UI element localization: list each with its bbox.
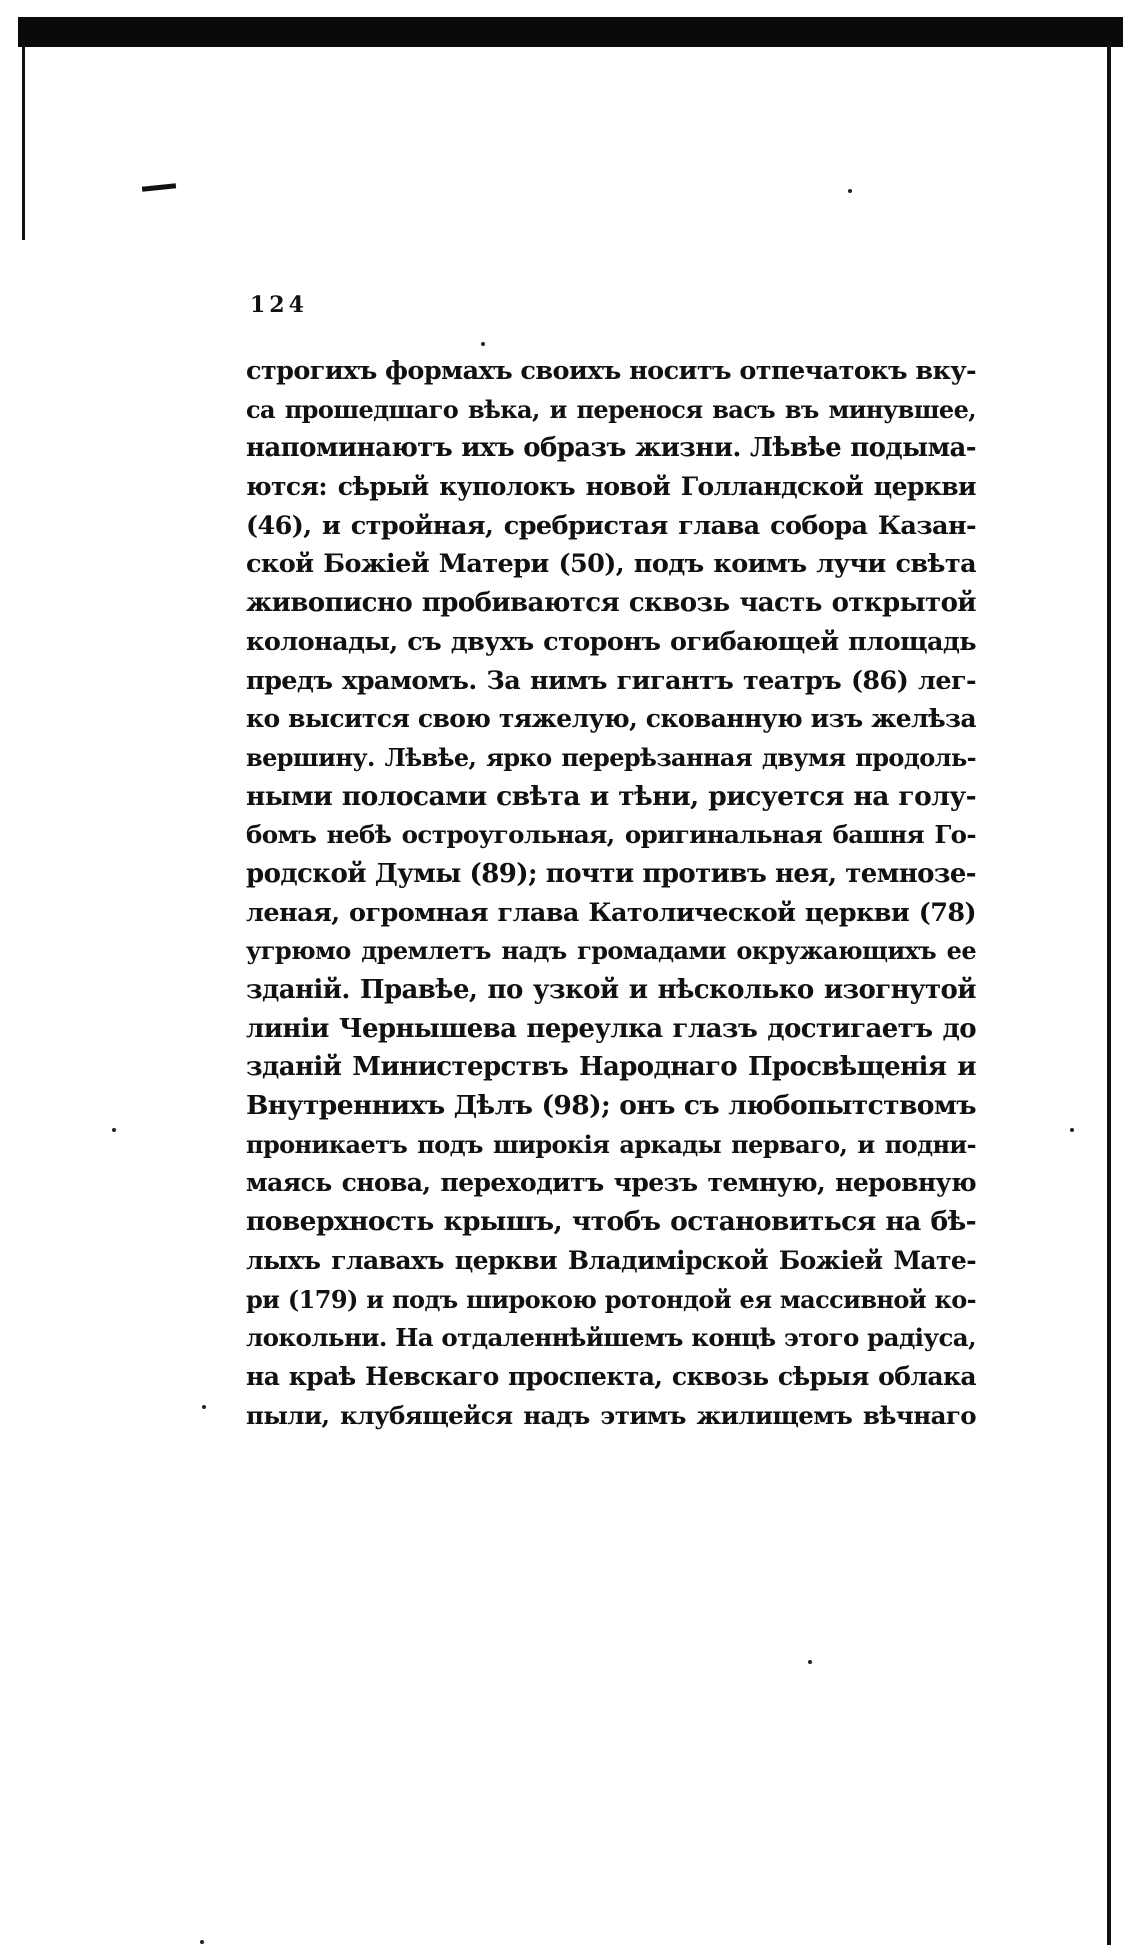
- text-line: (46), и стройная, сребристая глава собора Казан-: [246, 510, 976, 541]
- text-line: живописно пробиваются сквозь часть открытой: [246, 588, 976, 619]
- page-number: 124: [250, 292, 308, 318]
- text-line: леная, огромная глава Католической церкви (78): [246, 897, 976, 928]
- text-line: са прошедшаго вѣка, и перенося васъ въ минувшее,: [246, 394, 976, 424]
- text-line: Внутреннихъ Дѣлъ (98); онъ съ любопытствомъ: [246, 1090, 976, 1122]
- scan-border-right: [1107, 40, 1111, 1945]
- text-line: колонады, съ двухъ сторонъ огибающей площадь: [246, 626, 976, 657]
- text-line: на краѣ Невскаго проспекта, сквозь сѣрыя облака: [246, 1361, 976, 1391]
- scan-speck: [112, 1128, 116, 1132]
- text-line: ются: сѣрый куполокъ новой Голландской церкви: [246, 472, 976, 502]
- scan-speck: [481, 342, 485, 346]
- scan-speck: [202, 1405, 206, 1409]
- text-line: проникаетъ подъ широкія аркады перваго, и подни-: [246, 1129, 976, 1159]
- scan-speck: [848, 189, 852, 193]
- text-line: вершину. Лѣвѣе, ярко перерѣзанная двумя продоль-: [246, 742, 976, 772]
- text-line: родской Думы (89); почти противъ нея, темнозе-: [246, 858, 976, 889]
- text-line: предъ храмомъ. За нимъ гигантъ театръ (86) лег-: [246, 665, 976, 696]
- text-line: зданій. Правѣе, по узкой и нѣсколько изогнутой: [246, 975, 976, 1005]
- text-line: пыли, клубящейся надъ этимъ жилищемъ вѣчнаго: [246, 1400, 976, 1430]
- scan-speck: [808, 1660, 812, 1664]
- scan-speck: [200, 1940, 204, 1944]
- text-line: линіи Чернышева переулка глазъ достигаетъ до: [246, 1013, 976, 1044]
- text-line: локольни. На отдаленнѣйшемъ концѣ этого радіуса,: [246, 1323, 976, 1353]
- scan-border-top: [18, 17, 1123, 47]
- scan-border-left: [22, 40, 25, 240]
- text-line: лыхъ главахъ церкви Владимірской Божіей Мате-: [246, 1245, 976, 1275]
- text-line: ными полосами свѣта и тѣни, рисуется на голу-: [246, 780, 976, 812]
- text-line: угрюмо дремлетъ надъ громадами окружающихъ ее: [246, 936, 976, 966]
- text-line: ко высится свою тяжелую, скованную изъ желѣза: [246, 704, 976, 734]
- text-line: маясь снова, переходитъ чрезъ темную, неровную: [246, 1168, 976, 1198]
- text-line: ри (179) и подъ широкою ротондой ея массивной ко-: [246, 1284, 976, 1314]
- text-line: напоминаютъ ихъ образъ жизни. Лѣвѣе подыма-: [246, 433, 976, 464]
- text-line: поверхность крышъ, чтобъ остановиться на бѣ-: [246, 1206, 976, 1238]
- text-line: ской Божіей Матери (50), подъ коимъ лучи свѣта: [246, 549, 976, 580]
- text-line: бомъ небѣ остроугольная, оригинальная башня Го-: [246, 820, 976, 850]
- text-line: зданій Министерствъ Народнаго Просвѣщенія и: [246, 1052, 976, 1083]
- scan-speck: [1070, 1128, 1074, 1132]
- scan-artifact-mark: [142, 183, 176, 192]
- text-line: строгихъ формахъ своихъ носитъ отпечатокъ вку-: [246, 356, 976, 386]
- body-text: [246, 352, 976, 1435]
